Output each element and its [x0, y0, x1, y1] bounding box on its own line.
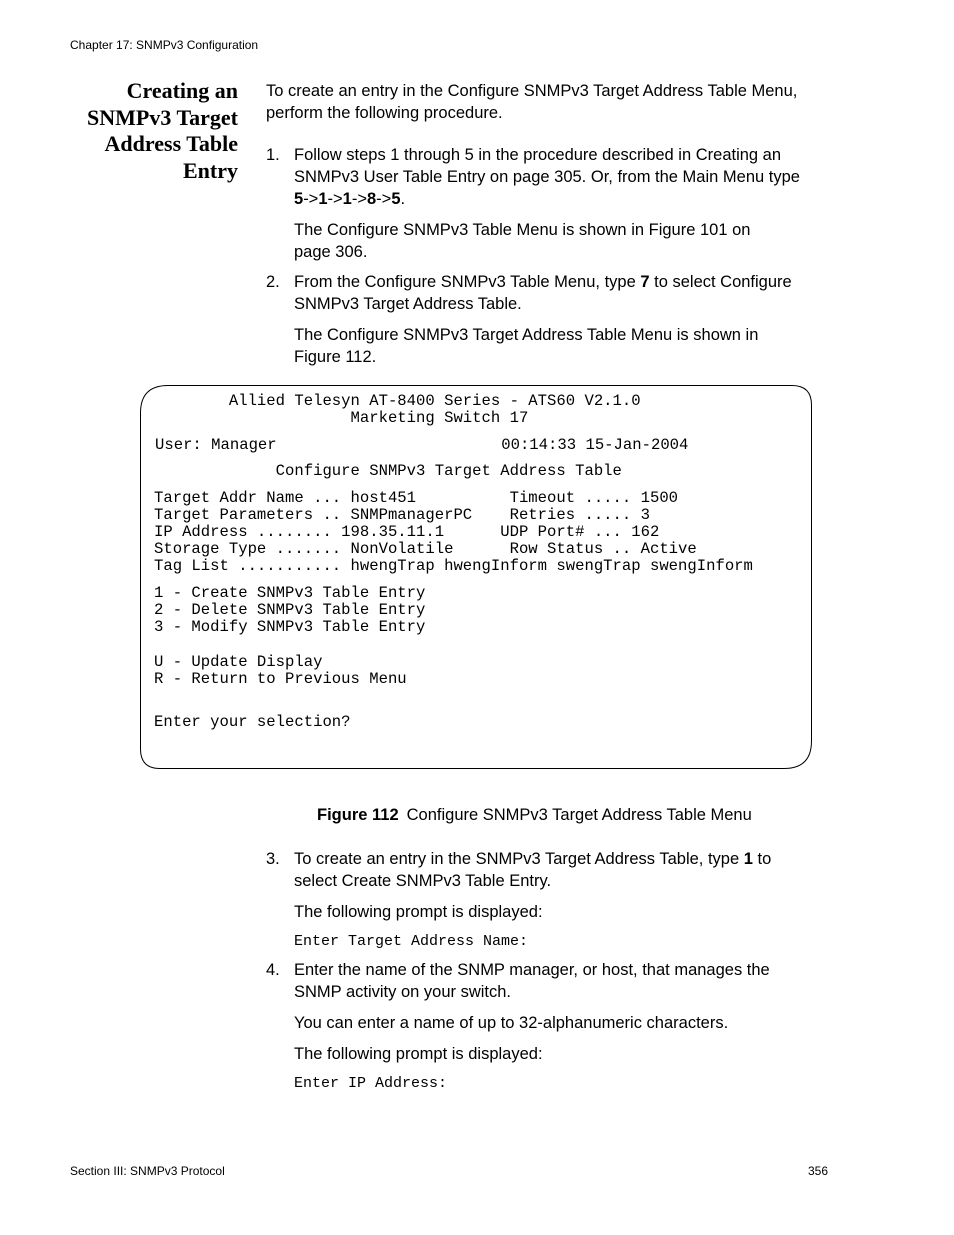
terminal-line: Allied Telesyn AT-8400 Series - ATS60 V2.1.0: [154, 392, 641, 410]
note-line: Figure 112.: [294, 348, 377, 366]
step-line: [294, 848, 839, 870]
step-number: 1.: [266, 146, 280, 164]
terminal-line: Marketing Switch 17: [154, 409, 529, 427]
figure-label: Figure 112: [317, 806, 399, 824]
text: to select Configure: [649, 273, 792, 291]
terminal-menu-item: U - Update Display: [154, 653, 323, 671]
step-line: Follow steps 1 through 5 in the procedure described in Creating an: [294, 146, 782, 164]
terminal-line: Configure SNMPv3 Target Address Table: [154, 462, 622, 480]
figure-caption: [317, 806, 752, 825]
step-line: Enter the name of the SNMP manager, or host, that manages the: [294, 961, 770, 979]
terminal-prompt: Enter your selection?: [154, 713, 351, 731]
intro-line: perform the following procedure.: [266, 104, 503, 122]
page-number: 356: [808, 1164, 829, 1178]
key: 8: [366, 190, 377, 208]
section-heading: [40, 78, 238, 184]
prompt-text: Enter Target Address Name:: [294, 933, 529, 950]
text: From the Configure SNMPv3 Table Menu, type: [294, 273, 641, 291]
step-text: [294, 848, 839, 923]
step-note: You can enter a name of up to 32-alphanumeric characters.: [294, 1014, 729, 1032]
arrow: ->: [327, 190, 343, 208]
terminal-menu-item: 3 - Modify SNMPv3 Table Entry: [154, 618, 426, 636]
prompt-text: Enter IP Address:: [294, 1075, 448, 1092]
step-note: The following prompt is displayed:: [294, 1045, 543, 1063]
note-line: The Configure SNMPv3 Table Menu is shown in Figure 101 on: [294, 221, 751, 239]
terminal-menu-item: 1 - Create SNMPv3 Table Entry: [154, 584, 426, 602]
terminal-line: Tag List ........... hwengTrap hwengInform swengTrap swengInform: [154, 557, 753, 575]
step-line: select Create SNMPv3 Table Entry.: [294, 872, 552, 890]
running-header: Chapter 17: SNMPv3 Configuration: [70, 38, 259, 52]
key: 1: [318, 190, 328, 208]
period: .: [400, 190, 406, 208]
section-heading-line: SNMPv3 Target: [87, 104, 238, 130]
step-text: [294, 959, 839, 1065]
terminal-menu-item: R - Return to Previous Menu: [154, 670, 407, 688]
step-line: [294, 271, 839, 293]
step-note: [294, 324, 839, 368]
step-note: The following prompt is displayed:: [294, 903, 543, 921]
section-heading-line: Address Table: [104, 131, 238, 156]
terminal-line: Storage Type ....... NonVolatile Row Status .. Active: [154, 540, 697, 558]
step-line: SNMP activity on your switch.: [294, 983, 512, 1001]
arrow: ->: [303, 190, 319, 208]
step-line: SNMPv3 User Table Entry on page 305. Or, from the Main Menu type: [294, 168, 800, 186]
key: 5: [391, 190, 401, 208]
step-note: [294, 219, 839, 263]
terminal-menu-item: 2 - Delete SNMPv3 Table Entry: [154, 601, 426, 619]
figure-title: Configure SNMPv3 Target Address Table Menu: [406, 806, 752, 824]
intro-paragraph: [266, 80, 836, 124]
key: 1: [743, 850, 753, 868]
step-text: [294, 271, 839, 368]
terminal-line: Target Addr Name ... host451 Timeout ..... 1500: [154, 489, 679, 507]
section-heading-line: Creating an: [126, 78, 238, 103]
step-text: [294, 144, 839, 263]
intro-line: To create an entry in the Configure SNMPv3 Target Address Table Menu,: [266, 82, 798, 100]
note-line: The Configure SNMPv3 Target Address Table Menu is shown in: [294, 326, 759, 344]
text: To create an entry in the SNMPv3 Target Address Table, type: [294, 850, 744, 868]
key: 1: [342, 190, 352, 208]
key-sequence: [294, 188, 839, 210]
terminal-line: IP Address ........ 198.35.11.1 UDP Port# ... 162: [154, 523, 660, 541]
key: 7: [640, 273, 650, 291]
section-heading-line: Entry: [183, 157, 238, 183]
note-line: page 306.: [294, 243, 368, 261]
key: 5: [294, 190, 304, 208]
step-line: SNMPv3 Target Address Table.: [294, 295, 522, 313]
text: to: [752, 850, 772, 868]
arrow: ->: [351, 190, 367, 208]
terminal-screen-figure: [140, 385, 812, 769]
terminal-line: Target Parameters .. SNMPmanagerPC Retries ..... 3: [154, 506, 650, 524]
step-number: 4.: [266, 961, 280, 979]
footer-section: Section III: SNMPv3 Protocol: [70, 1164, 225, 1178]
step-number: 2.: [266, 273, 280, 291]
step-number: 3.: [266, 850, 280, 868]
terminal-line: User: Manager 00:14:33 15-Jan-2004: [155, 436, 689, 454]
arrow: ->: [376, 190, 392, 208]
